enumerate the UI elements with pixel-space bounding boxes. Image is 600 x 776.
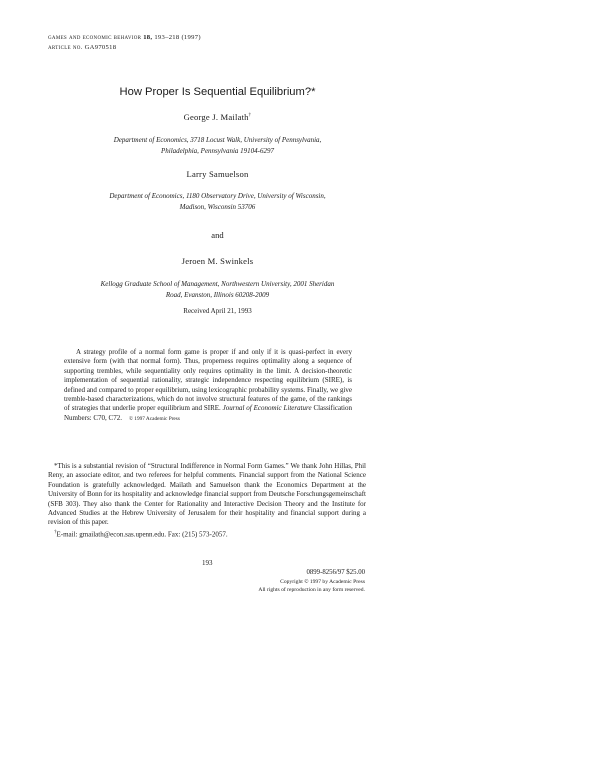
- footnote-star: *This is a substantial revision of “Structural Indifference in Normal Form Games.” We thank John Hillas, Phil Reny, an associate editor, and two referees for helpful comments. Financial support from the National Science Foundation is gratefully acknowledged. Mailath and Samuelson thank the Economics Department at the University of Bonn for its hospitality and acknowledge financial support from Deutsche Forschungsgemeinschaft (SFB 303). They also thank the Center for Rationality and Interactive Decision Theory and the Institute for Advanced Studies at the Hebrew University of Jerusalem for their hospitality and financial support during a revision of this paper.: [48, 462, 366, 527]
- footnote-email: E-mail: gmailath@econ.sas.upenn.edu. Fax: (215) 573-2057.: [56, 530, 228, 539]
- author-1-mark: †: [248, 113, 252, 119]
- and-separator: and: [211, 230, 224, 240]
- affiliation-3: [60, 279, 375, 301]
- affiliation-3-line-2: Road, Evanston, Illinois 60208-2009: [165, 291, 270, 299]
- paper-title: How Proper Is Sequential Equilibrium?*: [119, 86, 316, 98]
- article-number: GA970518: [84, 43, 117, 51]
- article-number-line: [48, 43, 201, 53]
- footnote-dagger-mark: †: [54, 529, 57, 535]
- journal-citation: [48, 33, 201, 43]
- author-1: [60, 112, 375, 122]
- issn-price: 0899-8256/97 $25.00: [306, 569, 365, 576]
- volume: 18,: [143, 34, 153, 41]
- affiliation-1: [60, 135, 375, 157]
- article-label: article no.: [48, 43, 83, 51]
- jel-classification: Classification Numbers: C70, C72.: [64, 404, 352, 422]
- affiliation-1-line-2: Philadelphia, Pennsylvania 19104-6297: [161, 147, 274, 155]
- abstract-body: A strategy profile of a normal form game is proper if and only if it is quasi-perfect in every extensive form (with that normal form). Thus, properness requires optimality along a sequence of supporting trembles, while sequentiality only requires optimality in the limit. A decision-theoretic implementation of sequential rationality, strategic independence respecting equilibrium (SIRE), is defined and compared to proper equilibrium, using lexicographic probability systems. Finally, we give tremble-based characterizations, which do not involve structural features of the game, of the rankings of strategies that underlie proper equilibrium and SIRE.: [64, 348, 352, 413]
- author-3: Jeroen M. Swinkels: [181, 256, 254, 266]
- footnotes: [48, 462, 366, 540]
- copyright-block: [200, 569, 365, 595]
- publisher-copyright: Copyright © 1997 by Academic Press: [280, 578, 365, 585]
- jel-journal: Journal of Economic Literature: [222, 404, 312, 413]
- pages-year: 193–218 (1997): [154, 34, 201, 41]
- page-number: 193: [202, 559, 213, 567]
- running-header: [48, 33, 201, 52]
- received-date: Received April 21, 1993: [183, 307, 252, 315]
- affiliation-2-line-1: Department of Economics, 1180 Observatory Drive, University of Wisconsin,: [109, 192, 326, 200]
- affiliation-2-line-2: Madison, Wisconsin 53706: [179, 203, 256, 211]
- affiliation-1-line-1: Department of Economics, 3718 Locust Walk, University of Pennsylvania,: [113, 136, 322, 144]
- abstract: [64, 348, 352, 424]
- affiliation-2: [60, 191, 375, 213]
- author-1-name: George J. Mailath: [183, 112, 249, 122]
- rights-reserved: All rights of reproduction in any form reserved.: [258, 587, 365, 594]
- journal-name: games and economic behavior: [48, 34, 142, 41]
- abstract-copyright: © 1997 Academic Press: [128, 415, 180, 422]
- footnote-dagger: [48, 528, 366, 540]
- author-2: Larry Samuelson: [186, 169, 249, 179]
- affiliation-3-line-1: Kellogg Graduate School of Management, Northwestern University, 2001 Sheridan: [100, 280, 335, 288]
